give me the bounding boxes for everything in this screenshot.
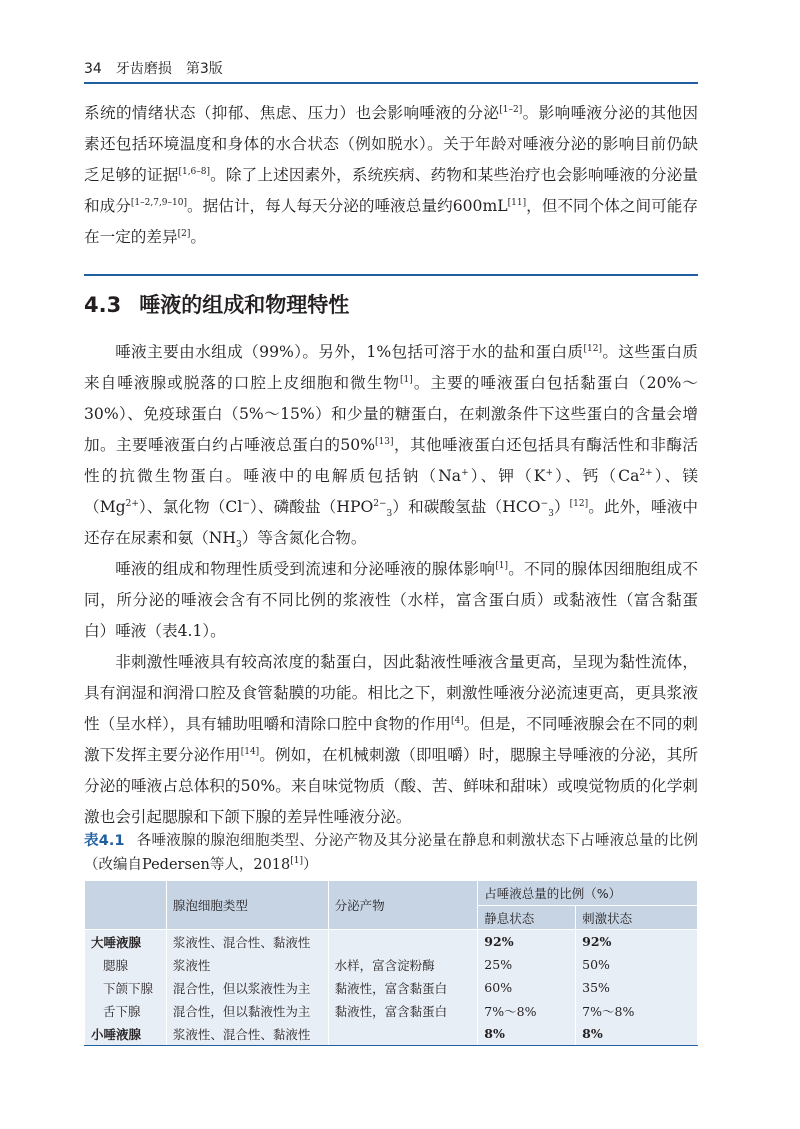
page-number: 34 — [84, 61, 102, 77]
citation: [1–2] — [499, 104, 523, 115]
header-stim: 刺激状态 — [576, 906, 698, 930]
header-product: 分泌产物 — [328, 881, 478, 930]
book-title: 牙齿磨损 第3版 — [115, 61, 223, 77]
table-row: 大唾液腺 浆液性、混合性、黏液性 92% 92% — [85, 930, 698, 954]
table-caption: 表4.1 各唾液腺的腺泡细胞类型、分泌产物及其分泌量在静息和刺激状态下占唾液总量的比例（改编自Pedersen等人，2018[1]） — [84, 833, 699, 873]
citation: [2] — [177, 228, 191, 239]
section-number: 4.3 — [84, 293, 122, 317]
header-gland — [85, 881, 167, 930]
header-rule — [84, 82, 698, 84]
running-header — [84, 58, 698, 78]
paragraph-stimulation: 非刺激性唾液具有较高浓度的黏蛋白，因此黏液性唾液含量更高，呈现为黏性流体，具有润湿和润滑口腔及食管黏膜的功能。相比之下，刺激性唾液分泌流速更高，更具浆液性（呈水样），具有辅助咀嚼和清除口腔中食物的作用[4]。但是，不同唾液腺会在不同的刺激下发挥主要分泌作用[14]。例如，在机械刺激（即咀嚼）时，腮腺主导唾液的分泌，其所分泌的唾液占总体积的50%。来自味觉物质（酸、苦、鲜味和甜味）或嗅觉物质的化学刺激也会引起腮腺和下颌下腺的差异性唾液分泌。 — [84, 653, 698, 826]
section-body — [84, 337, 698, 833]
table-row: 舌下腺 混合性，但以黏液性为主 黏液性，富含黏蛋白 7%～8% 7%～8% — [85, 999, 698, 1022]
table-label: 表4.1 — [84, 833, 125, 849]
saliva-gland-table — [84, 880, 698, 1046]
section-rule — [84, 274, 698, 276]
intro-paragraph: 系统的情绪状态（抑郁、焦虑、压力）也会影响唾液的分泌[1–2]。影响唾液分泌的其他因素还包括环境温度和身体的水合状态（例如脱水）。关于年龄对唾液分泌的影响目前仍缺乏足够的证据[1,6–8]。除了上述因素外，系统疾病、药物和某些治疗也会影响唾液的分泌量和成分[1–2,7,9–10]。据估计，每人每天分泌的唾液总量约600mL[11]，但不同个体之间可能存在一定的差异[2]。 — [84, 104, 698, 246]
table-row: 腮腺 浆液性 水样，富含淀粉酶 25% 50% — [85, 953, 698, 976]
paragraph-composition: 唾液主要由水组成（99%）。另外，1%包括可溶于水的盐和蛋白质[12]。这些蛋白质来自唾液腺或脱落的口腔上皮细胞和微生物[1]。主要的唾液蛋白包括黏蛋白（20%～30%）、免疫球蛋白（5%～15%）和少量的糖蛋白，在刺激条件下这些蛋白的含量会增加。主要唾液蛋白约占唾液总蛋白的50%[13]，其他唾液蛋白还包括具有酶活性和非酶活性的抗微生物蛋白。唾液中的电解质包括钠（Na+）、钾（K+）、钙$(Ca^{2+})$、镁$(Mg^{2+})$、氯化物（Cl−）、磷酸盐$(HPO^{2-}_3)$和碳酸氢盐$(HCO^-_3)[12]$。此外，唾液中还存在尿素和氨$(NH_3)$等含氮化合物。 — [84, 343, 699, 551]
section-heading — [84, 289, 349, 319]
citation: [1–2,7,9–10] — [130, 197, 187, 208]
header-cell-type: 腺泡细胞类型 — [166, 881, 328, 930]
citation: [1,6–8] — [178, 166, 211, 177]
table-row: 下颌下腺 混合性，但以浆液性为主 黏液性，富含黏蛋白 60% 35% — [85, 976, 698, 999]
section-title: 唾液的组成和物理特性 — [139, 293, 350, 317]
paragraph-glands: 唾液的组成和物理性质受到流速和分泌唾液的腺体影响[1]。不同的腺体因细胞组成不同，所分泌的唾液会含有不同比例的浆液性（水样，富含蛋白质）或黏液性（富含黏蛋白）唾液（表4.1）。 — [84, 560, 698, 640]
header-ratio: 占唾液总量的比例（%） — [478, 881, 698, 906]
citation: [11] — [507, 197, 527, 208]
table-row: 小唾液腺 浆液性、混合性、黏液性 8% 8% — [85, 1022, 698, 1046]
header-rest: 静息状态 — [478, 906, 576, 930]
